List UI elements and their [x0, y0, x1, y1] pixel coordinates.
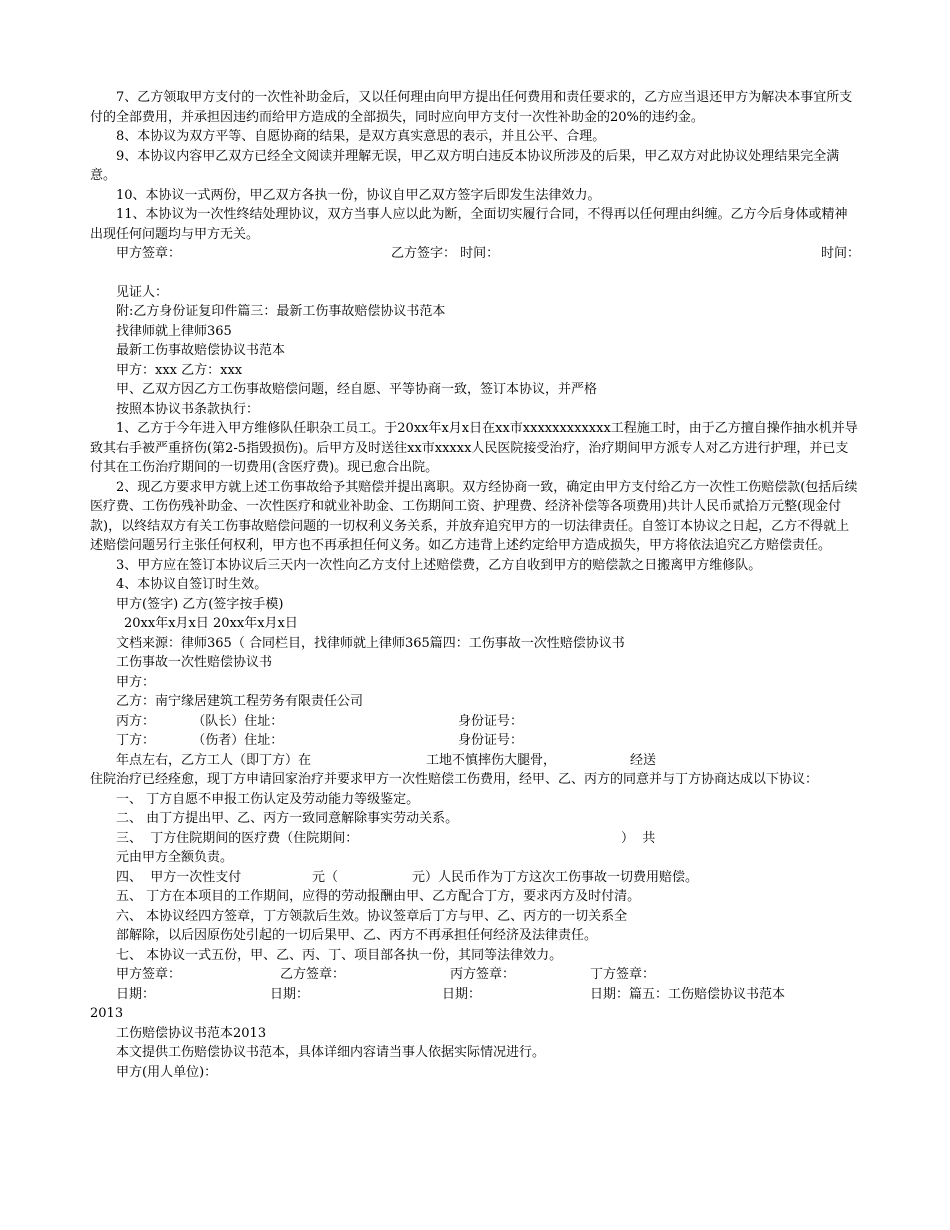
section-title-5: 工伤赔偿协议书范本2013: [116, 1025, 267, 1041]
source-line: 文档来源：律师365（ 合同栏目，找律师就上律师365篇四：工伤事故一次性赔偿协议书: [116, 635, 625, 651]
item-1: 一、 丁方自愿不申报工伤认定及劳动能力等级鉴定。: [116, 791, 420, 807]
article-2: 2、现乙方要求甲方就上述工伤事故给予其赔偿并提出离职。双方经协商一致，确定由甲方支付给乙方一次性工伤赔偿款(包括后续医疗费、工伤伤残补助金、一次性医疗和就业补助金、工伤期间工资、护理费、经济补偿等各项费用)共计人民币贰拾万元整(现金付款)，以终结双方有关工伤事故赔偿问题的一切权利义务关系，并放弃追究甲方的一切法律责任。自签订本协议之日起，乙方不得就上述赔偿问题另行主张任何权利，甲方也不再承担任何义务。如乙方违背上述约定给甲方造成损失，甲方将依法追究乙方赔偿责任。: [90, 479, 858, 553]
article-1: 1、乙方于今年进入甲方维修队任职杂工员工。于20xx年x月x日在xx市xxxxxxxxxxxx工程施工时，由于乙方擅自操作抽水机并导致其右手被严重挤伤(第2-5指毁损伤)。后甲方及时送往xx市xxxxx人民医院接受治疗，治疗期间甲方派专人对乙方进行护理，并已支付其在工伤治疗期间的一切费用(含医疗费)。现已愈合出院。: [90, 421, 858, 475]
item-4: 四、 甲方一次性支付 元（ 元）人民币作为丁方这次工伤事故一切费用赔偿。: [116, 869, 699, 885]
section-title-3: 最新工伤事故赔偿协议书范本: [116, 343, 286, 358]
signature-line-2: 甲方签章： 乙方签章： 丙方签章： 丁方签章：: [116, 967, 656, 982]
sign-time: 时间：: [820, 246, 860, 261]
item-3-cont: 元由甲方全额负责。: [116, 850, 234, 865]
witness-label: 见证人：: [116, 284, 169, 300]
party-b-line: 乙方：南宁缘居建筑工程劳务有限责任公司: [116, 694, 364, 709]
attachment-line: 附:乙方身份证复印件篇三：最新工伤事故赔偿协议书范本: [116, 304, 446, 319]
item-6-cont: 部解除，以后因原伤处引起的一切后果甲、乙、丙方不再承担任何经济及法律责任。: [116, 928, 598, 943]
section-5-intro: 本文提供工伤赔偿协议书范本，具体详细内容请当事人依据实际情况进行。: [116, 1045, 546, 1060]
clause-10: 10、本协议一式两份，甲乙双方各执一份，协议自甲乙双方签字后即发生法律效力。: [116, 187, 601, 203]
sign-dates: 20xx年x月x日 20xx年x月x日: [124, 616, 298, 631]
clause-11: 11、本协议为一次性终结处理协议，双方当事人应以此为断，全面切实履行合同，不得再以任何理由纠缠。乙方今后身体或精神出现任何问题均与甲方无关。: [90, 207, 848, 242]
party-b-sign: 乙方签字： 时间：: [391, 246, 500, 261]
clause-9: 9、本协议内容甲乙双方已经全文阅读并理解无误，甲乙双方明白违反本协议所涉及的后果，甲乙双方对此协议处理结果完全满意。: [90, 148, 840, 183]
employer-line: 甲方(用人单位)：: [116, 1064, 218, 1080]
clause-7: 7、乙方领取甲方支付的一次性补助金后，又以任何理由向甲方提出任何费用和责任要求的，乙方应当退还甲方为解决本事宜所支付的全部费用，并承担因违约而给甲方造成的全部损失，同时应向甲方支付一次性补助金的20%的违约金。: [90, 90, 853, 125]
item-2: 二、 由丁方提出甲、乙、丙方一致同意解除事实劳动关系。: [116, 811, 459, 826]
item-3: 三、 丁方住院期间的医疗费（住院期间： ） 共: [116, 830, 656, 846]
year-line: 2013: [90, 1006, 124, 1021]
intro-line-2: 按照本协议书条款执行：: [116, 401, 260, 417]
sign-parties: 甲方(签字) 乙方(签字按手模): [116, 596, 284, 612]
item-5: 五、 丁方在本项目的工作期间，应得的劳动报酬由甲、乙方配合丁方，要求丙方及时付清。: [116, 889, 641, 904]
lawyer-line: 找律师就上律师365: [116, 323, 232, 339]
incident-text: 住院治疗已经痊愈，现丁方申请回家治疗并要求甲方一次性赔偿工伤费用，经甲、乙、丙方的同意并与丁方协商达成以下协议：: [90, 772, 819, 787]
incident-line: 年点左右，乙方工人（即丁方）在 工地不慎摔伤大腿骨， 经送: [116, 752, 657, 768]
article-3: 3、甲方应在签订本协议后三天内一次性向乙方支付上述赔偿费，乙方自收到甲方的赔偿款之日搬离甲方维修队。: [116, 557, 762, 573]
clause-8: 8、本协议为双方平等、自愿协商的结果，是双方真实意思的表示，并且公平、合理。: [116, 129, 606, 144]
party-d-line: 丁方： （伤者）住址： 身份证号：: [116, 733, 524, 748]
item-7: 七、 本协议一式五份，甲、乙、丙、丁、项目部各执一份，其同等法律效力。: [116, 947, 563, 963]
intro-line: 甲、乙双方因乙方工伤事故赔偿问题，经自愿、平等协商一致，签订本协议，并严格: [116, 382, 598, 397]
party-a-line: 甲方：: [116, 674, 156, 690]
section-title-4: 工伤事故一次性赔偿协议书: [116, 655, 273, 670]
signature-line-1: [90, 244, 860, 264]
party-a-sign: 甲方签章：: [116, 246, 182, 261]
item-6: 六、 本协议经四方签章，丁方领款后生效。协议签章后丁方与甲、乙、丙方的一切关系全: [116, 908, 628, 924]
document-page: [90, 88, 860, 1082]
article-4: 4、本协议自签订时生效。: [116, 577, 268, 592]
parties-line: 甲方：xxx 乙方：xxx: [116, 362, 243, 378]
party-c-line: 丙方： （队长）住址： 身份证号：: [116, 713, 524, 729]
date-line: 日期： 日期： 日期： 日期：篇五：工伤赔偿协议书范本: [116, 986, 786, 1002]
